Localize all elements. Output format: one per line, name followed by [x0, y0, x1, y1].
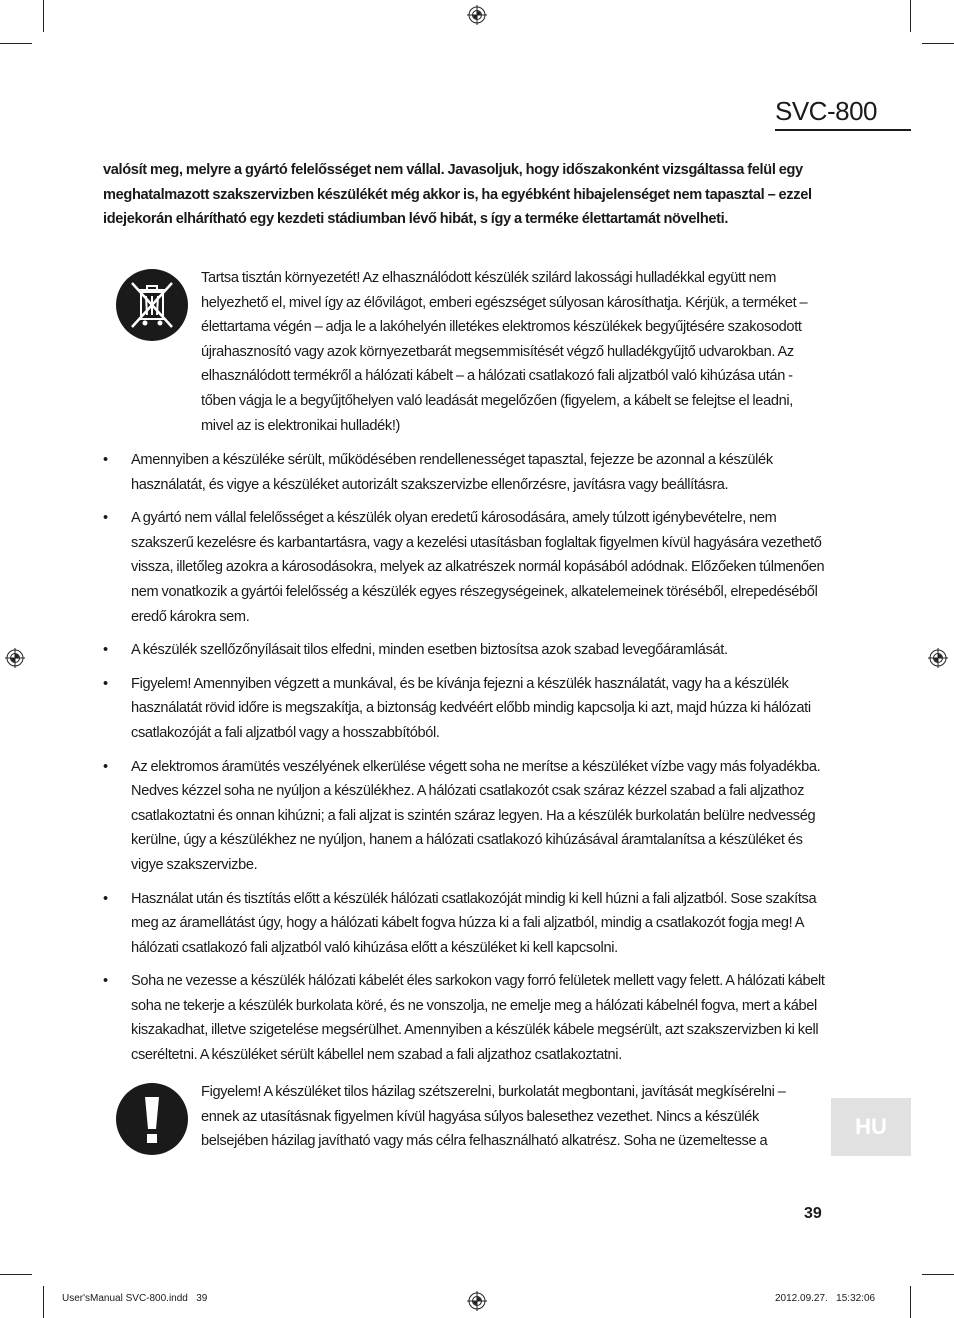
- list-item: [103, 506, 825, 629]
- exclamation-warning-icon: [116, 1083, 188, 1155]
- registration-mark-icon: [467, 5, 487, 25]
- list-item-text: Figyelem! Amennyiben végzett a munkával, és be kívánja fejezni a készülék használatát, vagy ha a készülék használatát rövid időre is megszakítja, a biztonság kedvéért előbb mindig kapcsolja ki azt, majd húzza ki hálózati csatlakozóját a fali aljzatból vagy a hosszabbítóból.: [131, 675, 811, 741]
- list-item: [103, 638, 825, 663]
- list-item-text: Soha ne vezesse a készülék hálózati kábelét éles sarkokon vagy forró felületek mellett vagy felett. A hálózati kábelt soha ne tekerje a készülék burkolata köré, és ne vonszolja, ne emelje meg a hálózati kábelnél fogva, mert a kábel kiszakadhat, illetve szigetelése megsérülhet. Amennyiben a készülék kábele megsérült, azt szakszervizben ki kell cseréltetni. A készüléket sérült kábellel nem szabad a fali aljzathoz csatlakoztatni.: [131, 973, 825, 1064]
- bullet-marker: •: [103, 510, 108, 527]
- bullet-marker: •: [103, 452, 108, 468]
- list-item: [103, 969, 825, 1067]
- language-tab: HU: [831, 1098, 911, 1156]
- list-item: [103, 448, 825, 497]
- list-item: [103, 755, 825, 878]
- bullet-marker: •: [103, 675, 108, 692]
- recycle-notice-text: Tartsa tisztán környezetét! Az elhasználódott készülék szilárd lakossági hulladékkal együtt nem helyezhető el, mivel így az élővilágot, emberi egészséget súlyosan károsíthatja. Kérjük, a terméket – élettartama végén – adja le a lakóhelyén illetékes elektromos készülékek begyűjtésére szakosodott újrahasznosító vagy azok környezetbarát megsemmisítését végző hulladékgyűjtő udvarokban. Az elhasználódott termékről a hálózati kábelt – a hálózati csatlakozó fali aljzatból való kihúzása után - tőben vágja le a begyűjtőhelyen való leadását megelőzően (figyelem, a kábelt se felejtse el leadni, mivel az is elektronikai hulladék!): [201, 270, 808, 434]
- safety-bullet-list: [103, 448, 825, 1077]
- list-item-text: Használat után és tisztítás előtt a készülék hálózati csatlakozóját mindig ki kell húzni a fali aljzatból. Sose szakítsa meg az áramellátást úgy, hogy a hálózati kábelt fogva húzza ki a fali aljzatból, mindig a csatlakozót fogja meg! A hálózati csatlakozó fali aljzatból való kihúzása előtt a készüléket ki kell kapcsolni.: [131, 890, 817, 956]
- footer-file-name: User'sManual SVC-800.indd 39: [62, 1293, 208, 1304]
- crop-mark: [910, 0, 911, 32]
- registration-mark-icon: [928, 648, 948, 668]
- list-item-text: A gyártó nem vállal felelősséget a készülék olyan eredetű károsodására, amely túlzott igénybevételre, nem szakszerű kezelésre és karbantartásra, vagy a kezelési utasításban foglaltak figyelmen kívül hagyására vezethető vissza, illetőleg azokra a károsodásokra, melyek az alkatrészek normál kopásából adódnak. Előzőeken túlmenően nem vonatkozik a gyártói felelősség a készülék egyes részegységeinek, alkatelemeinek töréséből, elrepedéséből eredő károkra sem.: [131, 510, 825, 625]
- bullet-marker: •: [103, 642, 108, 659]
- crossed-out-wheelie-bin-icon: [116, 269, 188, 341]
- crop-mark: [922, 43, 954, 44]
- crop-mark: [43, 1286, 44, 1318]
- bullet-marker: •: [103, 973, 108, 990]
- crop-mark: [922, 1274, 954, 1275]
- list-item-text: A készülék szellőzőnyílásait tilos elfedni, minden esetben biztosítsa azok szabad levegőáramlását.: [131, 642, 728, 659]
- bullet-marker: •: [103, 890, 108, 907]
- intro-paragraph: valósít meg, melyre a gyártó felelősséget nem vállal. Javasoljuk, hogy időszakonként vizsgáltassa felül egy meghatalmazott szakszervizben készülékét még akkor is, ha egyébként hibajelenséget nem tapasztal – ezzel idejekorán elhárítható egy kezdeti stádiumban lévő hibát, s így a terméke élettartamát növelheti.: [103, 162, 812, 228]
- warning-notice-text: Figyelem! A készüléket tilos házilag szétszerelni, burkolatát megbontani, javítását megkísérelni – ennek az utasításnak figyelmen kívül hagyása súlyos balesethez vezethet. Nincs a készülék belsejében házilag javítható vagy más célra felhasználható alkatrész. Soha ne üzemeltesse a: [201, 1084, 786, 1150]
- registration-mark-icon: [467, 1291, 487, 1311]
- bullet-marker: •: [103, 758, 108, 775]
- footer-timestamp: 2012.09.27. 15:32:06: [775, 1293, 876, 1304]
- page-number: 39: [804, 1205, 822, 1222]
- registration-mark-icon: [5, 648, 25, 668]
- crop-mark: [0, 1274, 32, 1275]
- list-item: [103, 672, 825, 746]
- list-item: [103, 887, 825, 961]
- crop-mark: [910, 1286, 911, 1318]
- crop-mark: [0, 43, 32, 44]
- list-item-text: Az elektromos áramütés veszélyének elkerülése végett soha ne merítse a készüléket vízbe vagy más folyadékba. Nedves kézzel soha ne nyúljon a készülékhez. A hálózati csatlakozót csak száraz kézzel szabad a fali aljzathoz csatlakoztatni és onnan kihúzni; a fali aljzat is szintén száraz legyen. Ha a készülék burkolatán belülre nedvesség kerülne, úgy a készülékhez ne nyúljon, hanem a hálózati csatlakozó kihúzásával áramtalanítsa a készüléket és vigye szakszervizbe.: [131, 758, 821, 873]
- crop-mark: [43, 0, 44, 32]
- list-item-text: Amennyiben a készüléke sérült, működésében rendellenességet tapasztal, fejezze be azonnal a készülék használatát, és vigye a készüléket autorizált szakszervizbe ellenőrzésre, javításra vagy beállításra.: [131, 452, 773, 493]
- model-header: SVC-800: [775, 96, 911, 131]
